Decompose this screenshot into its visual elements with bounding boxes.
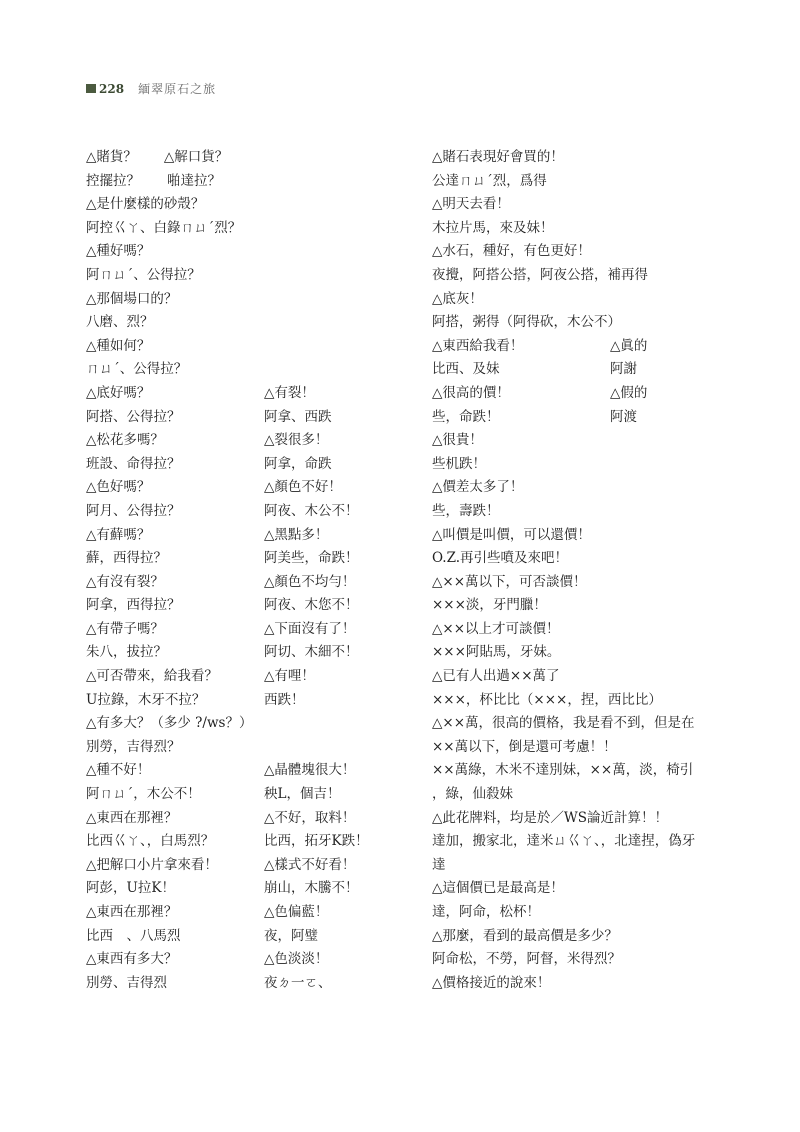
text-line (432, 854, 762, 878)
line-text-secondary: 阿夜、木公不！ (264, 502, 359, 519)
line-text: 阿ㄇㄩˊ，木公不！ (86, 786, 201, 803)
text-line (432, 240, 762, 264)
line-text: O.Z.再引些噴及來吧！ (432, 550, 569, 567)
text-line (432, 759, 762, 783)
line-text: 達，阿命，松杯！ (432, 904, 540, 920)
line-text-secondary: 夜，阿璧 (264, 927, 318, 944)
text-line (86, 783, 416, 807)
line-text-secondary: 崩山，木騰不！ (264, 880, 359, 897)
text-line (432, 901, 762, 925)
line-text-secondary: 阿切、木細不！ (264, 644, 359, 661)
page-number: 228 (99, 81, 125, 96)
line-text: △東西有多大？ (86, 951, 178, 968)
line-text: △××萬，很高的價格，我是看不到，但是在 (432, 715, 695, 732)
line-text: 阿ㄇㄩˊ、公得拉？ (86, 266, 201, 283)
line-text: 比西巜ㄚ、，白馬烈？ (86, 833, 215, 850)
text-line (86, 901, 416, 925)
line-text: △東西給我看！ (432, 337, 524, 354)
line-text: △此花牌料，均是於／WS論近計算！！ (432, 809, 669, 826)
line-text: △有多大？（多少 ?/ws？） (86, 715, 253, 732)
text-line (86, 807, 416, 831)
line-text: △××以上才可談價！ (432, 620, 560, 637)
text-line (86, 335, 416, 359)
line-text-secondary: 夜ㄉ一ㄛ、 (264, 974, 332, 991)
line-text: ××萬綠，木米不達別妹，××萬，淡，椅引 (432, 762, 694, 779)
text-line (86, 264, 416, 288)
line-text: △有蘚嗎？ (86, 526, 151, 543)
line-text: ㄇㄩˊ、公得拉？ (86, 361, 188, 378)
line-text: 比西、及妹 (432, 361, 500, 378)
text-line (432, 571, 762, 595)
line-text-secondary: △顏色不均勻！ (264, 573, 356, 590)
text-line (432, 972, 762, 996)
line-text: 阿彭，U拉K！ (86, 880, 175, 897)
text-line (432, 335, 762, 359)
page-header (86, 80, 216, 97)
text-line (86, 594, 416, 618)
line-text: 阿命松，不勞，阿督，米得烈？ (432, 951, 621, 968)
line-text: 些，命跌！ (432, 408, 500, 425)
line-text-secondary: △色偏藍！ (264, 904, 329, 920)
text-line (86, 524, 416, 548)
text-line (432, 311, 762, 335)
text-line (432, 712, 762, 736)
line-text: 木拉片馬，來及妹！ (432, 219, 554, 236)
text-line (86, 358, 416, 382)
text-line (432, 429, 762, 453)
line-text: △那個場口的？ (86, 290, 178, 307)
line-text: 別勞，吉得烈？ (86, 738, 181, 755)
line-text: △種如何？ (86, 337, 151, 354)
line-text: △叫價是叫價，可以還價！ (432, 526, 591, 543)
text-line (86, 170, 416, 194)
line-text: 阿搭，粥得（阿得砍，木公不） (432, 314, 621, 331)
text-line (86, 547, 416, 571)
text-line (86, 665, 416, 689)
line-text: △種不好！ (86, 762, 151, 779)
text-line (432, 807, 762, 831)
text-line (432, 736, 762, 760)
text-line (86, 382, 416, 406)
line-text-secondary: △顏色不好！ (264, 479, 342, 496)
text-line (432, 948, 762, 972)
line-text: △價格接近的說來！ (432, 974, 551, 991)
line-text: 阿月、公得拉？ (86, 502, 181, 519)
line-text: △底好嗎？ (86, 384, 151, 401)
text-line (86, 759, 416, 783)
line-text: 班設、命得拉？ (86, 455, 181, 472)
text-line (86, 618, 416, 642)
text-line (432, 877, 762, 901)
text-line (86, 500, 416, 524)
line-text: △那麼，看到的最高價是多少？ (432, 927, 618, 944)
line-text: △賭石表現好會買的！ (432, 149, 564, 165)
line-text: △賭貨？ △解口貨？ (86, 149, 229, 165)
line-text: 別勞、吉得烈 (86, 974, 167, 991)
line-text-secondary: 阿拿、西跌 (264, 408, 332, 425)
line-text-secondary: 阿拿，命跌 (264, 455, 332, 472)
text-line (432, 193, 762, 217)
line-text-secondary: △假的 (610, 384, 648, 401)
line-text: △很貴！ (432, 432, 483, 449)
text-line (432, 641, 762, 665)
line-text-secondary: △眞的 (610, 337, 648, 354)
text-line (86, 948, 416, 972)
line-text: 比西 、八馬烈 (86, 927, 181, 944)
line-text-secondary: 阿渡 (610, 408, 637, 425)
text-line (86, 429, 416, 453)
line-text: △很高的價！ (432, 384, 510, 401)
header-marker (86, 84, 96, 93)
left-column (86, 146, 416, 995)
line-text-secondary: △色淡淡！ (264, 951, 329, 968)
text-line (86, 406, 416, 430)
text-line (86, 689, 416, 713)
text-line (86, 736, 416, 760)
text-line (86, 712, 416, 736)
text-line (86, 193, 416, 217)
text-line (86, 476, 416, 500)
line-text: ×××淡，牙門臘！ (432, 597, 547, 614)
line-text-secondary: 阿夜、木您不！ (264, 597, 359, 614)
text-line (86, 854, 416, 878)
line-text: △可否帶來，給我看？ (86, 668, 218, 685)
line-text-secondary: △黑點多！ (264, 526, 329, 543)
line-text: 阿控巜ㄚ、白錄ㄇㄩˊ烈？ (86, 219, 242, 236)
text-line (432, 476, 762, 500)
text-line (432, 358, 762, 382)
text-line (432, 925, 762, 949)
line-text-secondary: △下面沒有了！ (264, 620, 356, 637)
line-text: △是什麼樣的砂殼？ (86, 196, 205, 213)
line-text: 達 (432, 856, 446, 873)
line-text: 蘚，西得拉？ (86, 550, 167, 567)
text-line (432, 783, 762, 807)
line-text: 阿拿，西得拉？ (86, 597, 181, 614)
text-line (86, 288, 416, 312)
text-line (86, 830, 416, 854)
line-text: ××萬以下，倒是還可考慮！！ (432, 738, 617, 755)
text-line (432, 594, 762, 618)
line-text: ，綠，仙殺妹 (432, 786, 513, 803)
line-text: ×××，杯比比（×××，捏，西比比） (432, 691, 662, 708)
line-text: ×××阿貼馬，牙妹。 (432, 644, 561, 661)
line-text: △種好嗎？ (86, 243, 151, 260)
line-text: △色好嗎？ (86, 479, 151, 496)
line-text-secondary: △樣式不好看！ (264, 856, 356, 873)
text-line (86, 641, 416, 665)
line-text: △價差太多了！ (432, 479, 524, 496)
line-text-secondary: △有裂！ (264, 384, 315, 401)
line-text: 阿搭、公得拉？ (86, 408, 181, 425)
text-line (432, 217, 762, 241)
line-text: 達加，搬家北，達米ㄩ巜ㄚ、，北達捏，偽牙 (432, 833, 696, 850)
line-text: 些，壽跌！ (432, 502, 500, 519)
text-line (86, 146, 416, 170)
text-line (432, 547, 762, 571)
text-line (86, 571, 416, 595)
text-line (432, 146, 762, 170)
text-line (432, 830, 762, 854)
line-text-secondary: △有哩！ (264, 668, 315, 685)
text-line (432, 524, 762, 548)
text-line (86, 240, 416, 264)
line-text-secondary: △晶體塊很大！ (264, 762, 356, 779)
text-line (432, 288, 762, 312)
line-text-secondary: 西跌！ (264, 691, 305, 708)
book-title: 緬翠原石之旅 (138, 82, 217, 96)
text-line (432, 453, 762, 477)
text-line (432, 382, 762, 406)
text-line (86, 453, 416, 477)
line-text: △東西在那裡？ (86, 904, 178, 920)
text-line (432, 406, 762, 430)
line-text-secondary: 秧L，個吉！ (264, 786, 341, 803)
line-text: △東西在那裡？ (86, 809, 178, 826)
text-line (432, 500, 762, 524)
line-text: 控擺拉？ 啪達拉？ (86, 172, 221, 189)
line-text: △水石，種好，有色更好！ (432, 243, 591, 260)
line-text-secondary: △裂很多！ (264, 432, 329, 449)
line-text-secondary: 阿謝 (610, 361, 637, 378)
line-text: 八磨、烈？ (86, 314, 154, 331)
line-text: 朱八，拔拉？ (86, 644, 167, 661)
text-line (432, 665, 762, 689)
line-text: △有帶子嗎？ (86, 620, 164, 637)
line-text: △××萬以下，可否談價！ (432, 573, 587, 590)
line-text: △松花多嗎？ (86, 432, 164, 449)
line-text: U拉錄，木牙不拉？ (86, 691, 206, 708)
line-text: 公達ㄇㄩˊ烈，爲得 (432, 172, 547, 189)
line-text: 夜攪，阿搭公搭，阿夜公搭，補再得 (432, 266, 648, 283)
text-line (432, 618, 762, 642)
text-line (432, 689, 762, 713)
line-text: 些机跌！ (432, 455, 486, 472)
text-line (432, 264, 762, 288)
line-text: △把解口小片拿來看！ (86, 856, 218, 873)
text-line (86, 925, 416, 949)
right-column (432, 146, 762, 995)
line-text-secondary: △不好，取料！ (264, 809, 356, 826)
line-text: △這個價已是最高是！ (432, 880, 564, 897)
line-text: △底灰！ (432, 290, 483, 307)
line-text: △有沒有裂？ (86, 573, 164, 590)
text-line (86, 877, 416, 901)
line-text: △已有人出過××萬了 (432, 668, 560, 685)
line-text: △明天去看！ (432, 196, 510, 213)
text-line (86, 311, 416, 335)
line-text-secondary: 比西，拓牙K跌！ (264, 833, 369, 850)
line-text-secondary: 阿美些，命跌！ (264, 550, 359, 567)
text-line (86, 217, 416, 241)
text-line (432, 170, 762, 194)
text-line (86, 972, 416, 996)
